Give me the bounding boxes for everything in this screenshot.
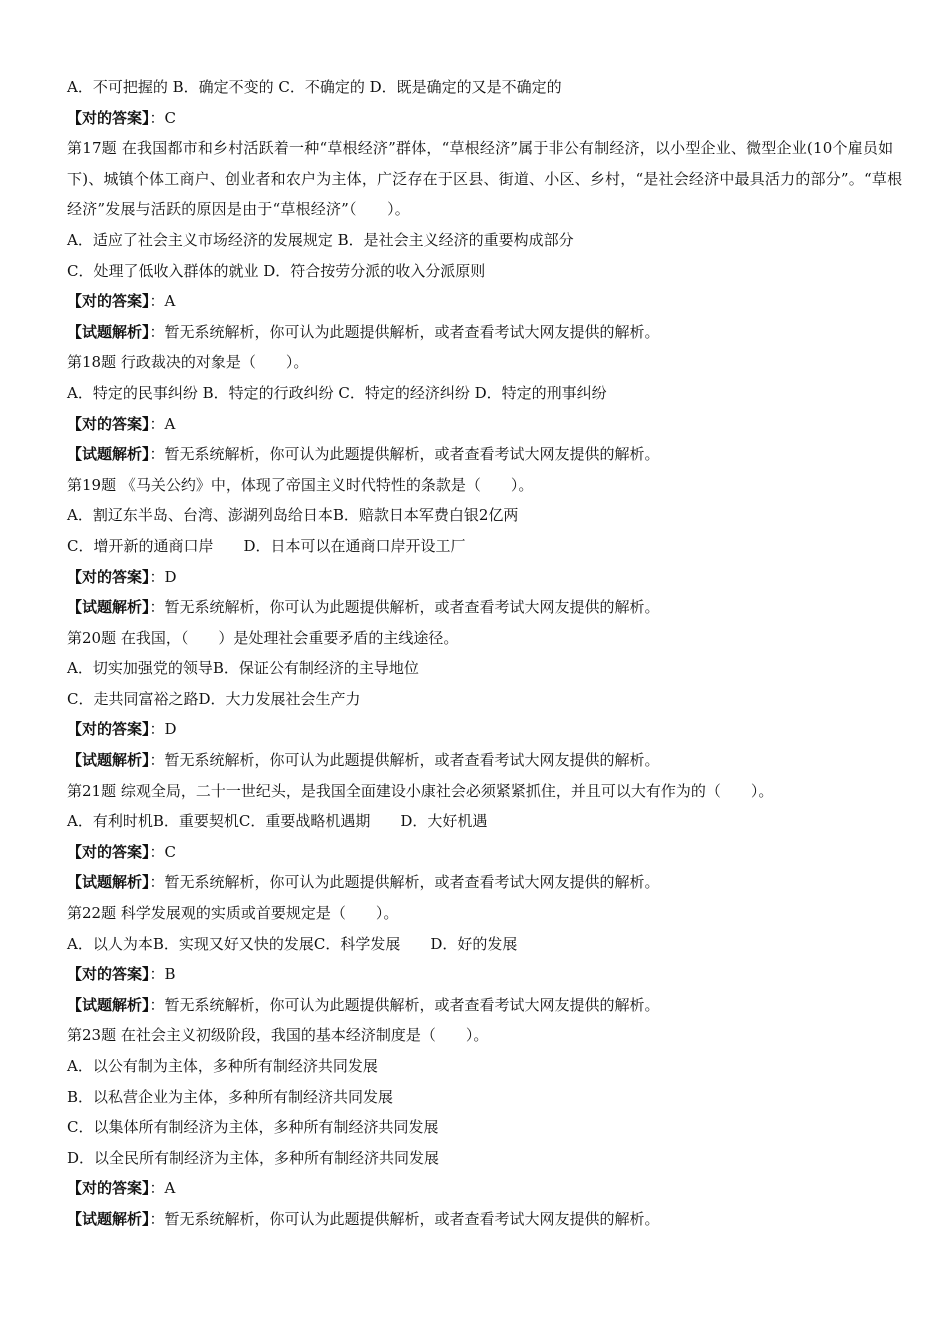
line-text: ：暂无系统解析，你可认为此题提供解析，或者查看考试大网友提供的解析。 [149, 751, 660, 770]
explanation-label: 【试题解析】 [67, 995, 150, 1014]
correct-answer [67, 837, 907, 868]
explanation-label: 【试题解析】 [67, 445, 150, 464]
answer-options [67, 500, 907, 531]
question-explanation [67, 745, 907, 776]
question-text [67, 347, 907, 378]
line-text: A．有利时机B．重要契机C．重要战略机遇期 D．大好机遇 [67, 812, 488, 831]
answer-options [67, 72, 907, 103]
explanation-label: 【试题解析】 [67, 322, 150, 341]
line-text: ：暂无系统解析，你可认为此题提供解析，或者查看考试大网友提供的解析。 [149, 598, 660, 617]
line-text: A．适应了社会主义市场经济的发展规定 B．是社会主义经济的重要构成部分 [67, 230, 574, 249]
line-text: 第17题 在我国都市和乡村活跃着一种“草根经济”群体，“草根经济”属于非公有制经济，以小型企业、微型企业(10个雇员如下)、城镇个体工商户、创业者和农户为主体，广泛存在于区县、街道、小区、乡村，“是社会经济中最具活力的部分”。“草根经济”发展与活跃的原因是由于“草根经济”（ ）。 [67, 139, 903, 219]
question-explanation [67, 1204, 907, 1235]
line-text: ：D [149, 720, 177, 739]
answer-options [67, 1112, 907, 1143]
line-text: 第21题 综观全局，二十一世纪头，是我国全面建设小康社会必须紧紧抓住，并且可以大有作为的（ ）。 [67, 781, 774, 800]
line-text: C．以集体所有制经济为主体，多种所有制经济共同发展 [67, 1118, 439, 1137]
line-text: ：B [149, 965, 176, 984]
correct-answer [67, 714, 907, 745]
answer-options [67, 225, 907, 256]
correct-answer [67, 959, 907, 990]
answer-label: 【对的答案】 [67, 842, 150, 861]
question-text [67, 776, 907, 807]
line-text: ：A [149, 292, 176, 311]
answer-options [67, 1082, 907, 1113]
question-text [67, 623, 907, 654]
question-explanation [67, 592, 907, 623]
question-explanation [67, 867, 907, 898]
correct-answer [67, 103, 907, 134]
answer-options [67, 531, 907, 562]
correct-answer [67, 286, 907, 317]
explanation-label: 【试题解析】 [67, 751, 150, 770]
line-text: A．切实加强党的领导B．保证公有制经济的主导地位 [67, 659, 419, 678]
correct-answer [67, 409, 907, 440]
answer-label: 【对的答案】 [67, 292, 150, 311]
line-text: A．割辽东半岛、台湾、澎湖列岛给日本B．赔款日本军费白银2亿两 [67, 506, 519, 525]
line-text: 第20题 在我国，（ ）是处理社会重要矛盾的主线途径。 [67, 628, 459, 647]
explanation-label: 【试题解析】 [67, 1209, 150, 1228]
explanation-label: 【试题解析】 [67, 598, 150, 617]
line-text: ：暂无系统解析，你可认为此题提供解析，或者查看考试大网友提供的解析。 [149, 445, 660, 464]
question-explanation [67, 317, 907, 348]
line-text: A．特定的民事纠纷 B．特定的行政纠纷 C．特定的经济纠纷 D．特定的刑事纠纷 [67, 383, 607, 402]
answer-options [67, 806, 907, 837]
answer-label: 【对的答案】 [67, 567, 150, 586]
line-text: A．以公有制为主体，多种所有制经济共同发展 [67, 1057, 378, 1075]
line-text: ：暂无系统解析，你可认为此题提供解析，或者查看考试大网友提供的解析。 [149, 1209, 660, 1228]
answer-label: 【对的答案】 [67, 1179, 150, 1198]
answer-label: 【对的答案】 [67, 414, 150, 433]
line-text: ：暂无系统解析，你可认为此题提供解析，或者查看考试大网友提供的解析。 [149, 995, 660, 1014]
answer-options [67, 378, 907, 409]
line-text: A．以人为本B．实现又好又快的发展C．科学发展 D．好的发展 [67, 934, 518, 953]
explanation-label: 【试题解析】 [67, 873, 150, 892]
question-text [67, 133, 907, 225]
answer-options [67, 1143, 907, 1174]
question-text [67, 1020, 907, 1051]
question-text [67, 470, 907, 501]
line-text: ：暂无系统解析，你可认为此题提供解析，或者查看考试大网友提供的解析。 [149, 873, 660, 892]
answer-options [67, 1051, 907, 1082]
document-body [67, 72, 907, 1235]
line-text: ：A [149, 1179, 176, 1198]
correct-answer [67, 562, 907, 593]
answer-label: 【对的答案】 [67, 108, 150, 127]
answer-options [67, 256, 907, 287]
line-text: 第18题 行政裁决的对象是（ ）。 [67, 353, 309, 372]
line-text: ：C [149, 842, 176, 861]
line-text: C．增开新的通商口岸 D．日本可以在通商口岸开设工厂 [67, 536, 466, 555]
line-text: ：C [149, 108, 176, 127]
correct-answer [67, 1173, 907, 1204]
line-text: ：暂无系统解析，你可认为此题提供解析，或者查看考试大网友提供的解析。 [149, 322, 660, 341]
line-text: D．以全民所有制经济为主体，多种所有制经济共同发展 [67, 1148, 440, 1167]
answer-options [67, 929, 907, 960]
line-text: ：D [149, 567, 177, 586]
line-text: A．不可把握的 B．确定不变的 C．不确定的 D．既是确定的又是不确定的 [67, 78, 562, 96]
question-explanation [67, 439, 907, 470]
line-text: C．处理了低收入群体的就业 D．符合按劳分派的收入分派原则 [67, 261, 486, 280]
answer-options [67, 653, 907, 684]
line-text: 第22题 科学发展观的实质或首要规定是（ ）。 [67, 904, 399, 923]
line-text: ：A [149, 414, 176, 433]
line-text: C．走共同富裕之路D．大力发展社会生产力 [67, 689, 361, 708]
answer-label: 【对的答案】 [67, 720, 150, 739]
question-text [67, 898, 907, 929]
answer-options [67, 684, 907, 715]
line-text: 第23题 在社会主义初级阶段，我国的基本经济制度是（ ）。 [67, 1026, 489, 1045]
question-explanation [67, 990, 907, 1021]
answer-label: 【对的答案】 [67, 965, 150, 984]
line-text: 第19题 《马关公约》中，体现了帝国主义时代特性的条款是（ ）。 [67, 475, 534, 494]
line-text: B．以私营企业为主体，多种所有制经济共同发展 [67, 1087, 394, 1106]
